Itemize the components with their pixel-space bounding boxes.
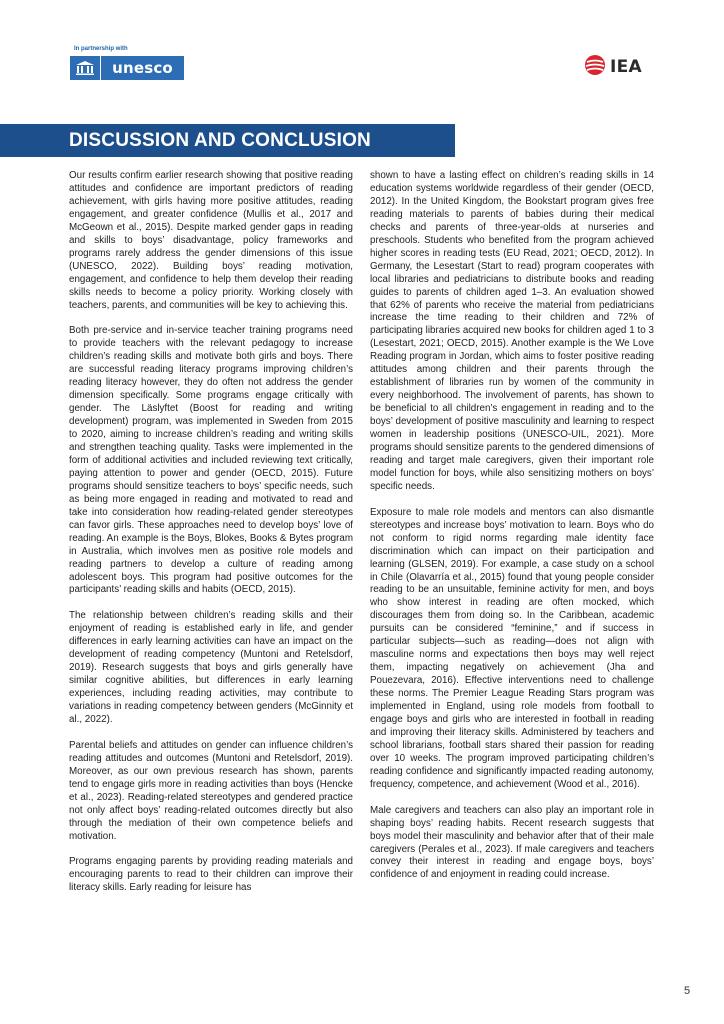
unesco-wordmark: unesco: [112, 59, 173, 77]
iea-globe-icon: [584, 54, 606, 81]
right-column: [370, 170, 654, 895]
section-title-bar: [0, 124, 455, 157]
paragraph: Our results confirm earlier research showing that positive reading attitudes and confidence are important predictors of reading achievement, with girls having more positive attitudes, reading engagement, and greater confidence (Mullis et al., 2017 and McGeown et al., 2015). Despite marked gender gaps in reading and skills to boys’ disadvantage, policy frameworks and programs rarely address the gender dimensions of this issue (UNESCO, 2022). Building boys’ reading motivation, engagement, and confidence to help them develop their reading skills needs to become a policy priority. Working closely with teachers, parents, and communities will be key to achieving this.: [69, 170, 353, 311]
paragraph: Male caregivers and teachers can also play an important role in shaping boys’ reading habits. Recent research suggests that boys model their masculinity and behavior after that of their male caregivers (Perales et al., 2023). If male caregivers and teachers convey their interest in reading and engage boys, boys’ confidence of and enjoyment in reading could increase.: [370, 804, 654, 881]
paragraph: Exposure to male role models and mentors can also dismantle stereotypes and increase boys’ motivation to learn. Boys who do not conform to rigid norms regarding male identity face discrimination which can impact on their participation and learning (GLSEN, 2019). For example, a case study on a school in Chile (Olavarría et al., 2015) found that young people consider reading to be an unsuitable, feminine activity for men, and boys who show interest in reading are often mocked, which discourages them from doing so. In the Caribbean, academic pursuits can be considered “feminine,” and if success in particular subjects—such as reading—does not align with masculine norms and expectations then boys may well reject them, impacting negatively on achievement (Jha and Pouezevara, 2016). Effective interventions need to challenge these norms. The Premier League Reading Stars program was implemented in England, using role models from football to engage boys and girls who are interested in football in reading and improving their literacy skills. Administered by teachers and school librarians, football stars shared their passion for reading over 10 weeks. The program improved participating children’s reading confidence and significantly impacted reading autonomy, frequency, competence, and achievement (Wood et al., 2016).: [370, 506, 654, 790]
page-number: 5: [684, 985, 691, 997]
paragraph: Parental beliefs and attitudes on gender can influence children’s reading attitudes and outcomes (Muntoni and Retelsdorf, 2019). Moreover, as our own previous research has shown, parents tend to engage girls more in reading activities than boys (Hencke et al., 2023). Reading-related stereotypes and gendered practice not only affect boys’ reading-related outcomes directly but also through the mediation of their own competence beliefs and motivation.: [69, 739, 353, 842]
iea-logo[interactable]: [584, 56, 642, 78]
paragraph: Programs engaging parents by providing reading materials and encouraging parents to read to their children can improve their literacy skills. Early reading for leisure has: [69, 856, 353, 894]
unesco-logo[interactable]: [70, 56, 184, 80]
paragraph: shown to have a lasting effect on children’s reading skills in 14 education systems worldwide regardless of their gender (OECD, 2012). In the United Kingdom, the Bookstart program gives free reading materials to parents of babies during their medical checks and parents of three-year-olds at nurseries and preschools. Students who benefited from the program achieved higher scores in reading tests (EU Read, 2021; OECD, 2012). In Germany, the Lesestart (Start to read) program cooperates with local libraries and pediatricians to distribute books and reading guides to parents of children aged 1–3. An evaluation showed that 62% of parents who receive the material from pediatricians increase the time reading to their children and 72% of participating libraries acquired new books for children aged 1 to 3 (Lesestart, 2021; OECD, 2015). Another example is the We Love Reading program in Jordan, which aims to foster positive reading attitudes among children and their parents through the establishment of libraries run by women of the community in every neighborhood. The involvement of parents, has shown to be beneficial to all children’s engagement in reading and to the boys’ development of positive masculinity and learning to respect women in leadership positions (UNESCO-UIL, 2021). More programs should sensitize parents to the gendered dimensions of reading and target male caregivers, given their important role model function for boys, while also sensitizing mothers on boys’ specific needs.: [370, 170, 654, 492]
iea-wordmark: IEA: [610, 57, 642, 77]
left-column: [69, 170, 353, 908]
paragraph: The relationship between children’s reading skills and their enjoyment of reading is established early in life, and gender differences in early learning activities can have an impact on the development of reading competency (Muntoni and Retelsdorf, 2019). Research suggests that boys and girls generally have similar cognitive abilities, but differences in early learning experiences, including reading activities, may contribute to variations in reading competency between genders (McGinnity et al., 2022).: [69, 610, 353, 725]
temple-icon: [70, 56, 101, 80]
paragraph: Both pre-service and in-service teacher training programs need to provide teachers with the relevant pedagogy to increase children’s reading skills and motivate both girls and boys. There are successful reading literacy programs improving children’s reading literacy however, they do often not address the gender dimension specifically. Some programs engage critically with gender. The Läslyftet (Boost for reading and writing development) program, was implemented in Sweden from 2015 to 2020, aiming to increase children’s reading and writing skills and strengthen teaching quality. Tasks were implemented in the form of additional activities and included reviewing text critically, paying attention to power and gender (OECD, 2015). Future programs should sensitize teachers to boys’ specific needs, such as being more engaged in reading and motivated to read and take into consideration how reading-related gender stereotypes can favor girls. These approaches need to develop boys’ love of reading. An example is the Boys, Blokes, Books & Bytes program in Australia, which involves men as positive role models and reading partners to develop a culture of reading among adolescent boys. This program had positive outcomes for the participants’ reading skills and habits (OECD, 2015).: [69, 325, 353, 596]
section-title: DISCUSSION AND CONCLUSION: [69, 130, 371, 151]
partnership-label: In partnership with: [74, 46, 128, 52]
